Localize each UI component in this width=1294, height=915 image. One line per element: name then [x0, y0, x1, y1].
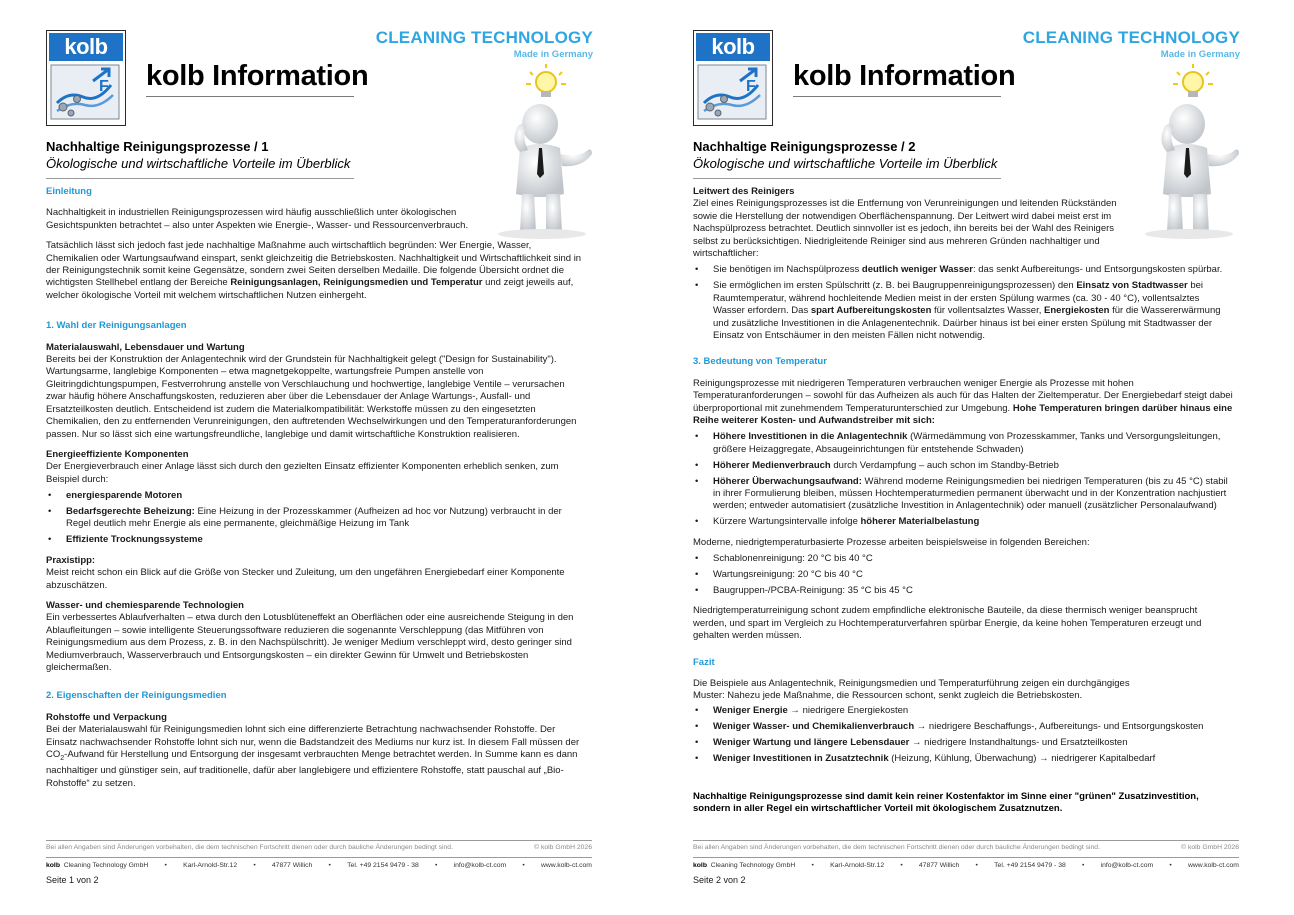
- lightbulb-icon: [526, 64, 566, 97]
- heading-einleitung: Einleitung: [46, 186, 92, 197]
- list-item-text: : das senkt Aufbereitungs- und Entsorgungskosten spürbar.: [972, 264, 1223, 276]
- logo-emblem-icon: [49, 63, 121, 121]
- subtitle-divider: [693, 178, 1001, 179]
- list-item: • Baugruppen-/PCBA-Reinigung: 35 °C bis 45 °C: [693, 585, 1233, 597]
- email-link[interactable]: info@kolb-ct.com: [1100, 862, 1154, 869]
- document-title: kolb Information: [793, 60, 1016, 92]
- bauteile-paragraph: Niedrigtemperaturreinigung schont zudem empfindliche elektronische Bauteile, da diese thermisch weniger beansprucht werden, und spart im Vergleich zu Hochtemperaturverfahren spürbar Energie, da keine hohen Temperaturen erzeugt und gehalten werden müssen.: [693, 605, 1202, 642]
- list-item-text: → niedrigere Instandhaltungs- und Ersatzteilkosten: [909, 736, 1128, 748]
- temperatur-paragraph: [693, 378, 1233, 428]
- list-item-bold: Höhere Investitionen in die Anlagentechnik: [713, 431, 908, 443]
- phone: Tel. +49 2154 9479 - 38: [347, 862, 419, 869]
- svg-text:F: F: [99, 78, 109, 95]
- leitwert-paragraph: Ziel eines Reinigungsprozesses ist die Entfernung von Verunreinigungen und leitenden Rückständen sowie die Herstellung der notwendigen Oberflächenspannung. Der Leitwert wird dabei meist erst im Nachspülprozess betrachtet. Deutlich sinnvoller ist es jedoch, ihn bereits bei der Wahl des Reinigers selbst zu berücksichtigen. Niedrigleitende Reiniger sind aus mehreren Gründen nachhaltiger und wirtschaftlicher:: [693, 198, 1117, 260]
- brand-block: [1023, 28, 1240, 60]
- company-rest: Cleaning Technology GmbH: [63, 862, 149, 869]
- document-page-2: [647, 0, 1294, 915]
- page-1-body: [46, 186, 584, 798]
- list-item: [46, 534, 584, 546]
- list-item-bold: Weniger Wartung und längere Lebensdauer: [713, 736, 910, 748]
- list-item-text: für vollentsalztes Wasser,: [931, 305, 1045, 317]
- web-link[interactable]: www.kolb-ct.com: [540, 862, 592, 869]
- subheading-rohstoffe: Rohstoffe und Verpackung: [46, 711, 167, 723]
- document-title: kolb Information: [146, 60, 369, 92]
- list-item-bold: Höherer Überwachungsaufwand:: [713, 475, 862, 487]
- footer-disclaimer: [46, 844, 592, 851]
- subheading-energie: Energieeffiziente Komponenten: [46, 448, 189, 460]
- rohstoffe-paragraph: [46, 724, 584, 790]
- section-title: Nachhaltige Reinigungsprozesse / 1: [46, 139, 269, 154]
- kolb-logo: [46, 30, 126, 126]
- brand-tagline: Made in Germany: [513, 49, 593, 60]
- company-name: [693, 862, 795, 869]
- list-item-text: Kürzere Wartungsintervalle infolge: [713, 516, 861, 528]
- subheading-material: Materialauswahl, Lebensdauer und Wartung: [46, 341, 245, 353]
- section-subtitle: Ökologische und wirtschaftliche Vorteile im Überblick: [693, 156, 998, 171]
- list-item-text: (Wärmedämmung von Prozesskammer, Tanks und Versorgungsleitungen, größere Heizaggregate, Absaugeinrichtungen für entstehende Schwaden): [713, 431, 1221, 455]
- list-item-text: → niedrigere Beschaffungs-, Aufbereitungs- und Entsorgungskosten: [914, 720, 1204, 732]
- footer-divider: [46, 840, 592, 841]
- city: 47877 Willich: [918, 862, 960, 869]
- company-name: [46, 862, 148, 869]
- list-item: [46, 490, 584, 502]
- company-rest: Cleaning Technology GmbH: [710, 862, 796, 869]
- niedrigtemp-paragraph: Moderne, niedrigtemperaturbasierte Prozesse arbeiten beispielsweise in folgenden Bereichen:: [693, 536, 1090, 548]
- list-item: [693, 516, 1233, 528]
- logo-text: kolb: [49, 33, 123, 61]
- subheading-leitwert: Leitwert des Reinigers: [693, 186, 795, 197]
- list-item-text: Sie benötigen im Nachspülprozess: [713, 264, 862, 276]
- brand-tagline: Made in Germany: [1160, 49, 1240, 60]
- title-divider: [793, 96, 1001, 97]
- list-item-text: → niedrigere Energiekosten: [787, 704, 909, 716]
- list-item: [693, 264, 1233, 276]
- list-item: [693, 753, 1233, 765]
- list-item-text: für die Wassererwärmung und zusätzliche Investitionen in die Anlagenentechnik. Daürber hinaus ist bei einer ersten Spülung mit Stadtwasser der Einsatz von Entschäumer in den meisten Fällen nicht notwendig.: [713, 305, 1221, 341]
- separator-dot: •: [975, 862, 978, 869]
- footer-divider: [46, 857, 592, 858]
- list-item-bold: Energiekosten: [1044, 305, 1110, 317]
- temperatur-bold: Hohe Temperaturen bringen darüber hinaus eine Reihe weiterer Kosten- und Aufwandstreiber mit sich:: [693, 402, 1233, 426]
- material-paragraph: Bereits bei der Konstruktion der Anlagentechnik wird der Grundstein für Nachhaltigkeit gelegt ("Design for Sustainability"). Wartungsarme, langlebige Komponenten – etwa magnetgekoppelte, wartungsfreie Pumpen anstelle von Gleitringdichtungspumpen, Festverrohrung anstelle von Verschlauchung und hochwertige, langlebige Ventile – verursachen zwar häufig höhere Anschaffungskosten, reduzieren aber über die Lebensdauer der Anlage Wartungs-, Ausfall- und Ersatzteilkosten deutlich. Entscheidend ist zudem die Materialkompatibilität: Werkstoffe müssen zu den eingesetzten Chemikalien, den zu entfernenden Verunreinigungen, den auftretenden Wechselwirkungen und den Temperaturanforderungen passen. Nur so lässt sich eine wartungsfreundliche, langlebige und damit wirtschaftliche Konstruktion realisieren.: [46, 354, 577, 440]
- company-bold: kolb: [46, 862, 60, 869]
- logo-emblem-icon: [696, 63, 768, 121]
- list-item-bold: Einsatz von Stadtwasser: [1076, 280, 1188, 292]
- section-subtitle: Ökologische und wirtschaftliche Vorteile im Überblick: [46, 156, 351, 171]
- separator-dot: •: [253, 862, 256, 869]
- list-item-text: Eine Heizung in der Prozesskammer (Aufheizen ad hoc vor Nutzung) verbraucht in der Regel deutlich mehr Energie als eine permanente, gleichmäßige Heizung im Tank: [66, 506, 562, 530]
- footer-divider: [693, 840, 1239, 841]
- fazit-paragraph: Die Beispiele aus Anlagentechnik, Reinigungsmedien und Temperaturführung zeigen ein durchgängiges Muster: Nahezu jede Maßnahme, die Ressourcen schont, senkt zugleich die Betriebskosten.: [693, 678, 1130, 702]
- separator-dot: •: [434, 862, 438, 869]
- list-item-bold: Bedarfsgerechte Beheizung:: [66, 506, 195, 518]
- subtitle-divider: [46, 178, 354, 179]
- list-item-bold: höherer Materialbelastung: [860, 516, 980, 528]
- energie-paragraph: Der Energieverbrauch einer Anlage lässt sich durch den gezielten Einsatz effizienter Komponenten erheblich senken, zum Beispiel durch:: [46, 461, 559, 485]
- web-link[interactable]: www.kolb-ct.com: [1187, 862, 1239, 869]
- heading-anlagen: 1. Wahl der Reinigungsanlagen: [46, 320, 187, 332]
- kolb-logo: [693, 30, 773, 126]
- list-item: [693, 737, 1233, 749]
- niedrigtemp-list: [693, 553, 1233, 597]
- list-item: [693, 476, 1233, 513]
- city: 47877 Willich: [271, 862, 313, 869]
- lightbulb-icon: [1173, 64, 1213, 97]
- subheading-praxistipp: Praxistipp:: [46, 554, 96, 566]
- list-item: • Schablonenreinigung: 20 °C bis 40 °C: [693, 553, 1233, 565]
- list-item-bold: spart Aufbereitungskosten: [810, 305, 932, 317]
- footer-address: [46, 862, 592, 869]
- list-item: [693, 280, 1233, 342]
- praxistipp-paragraph: Meist reicht schon ein Blick auf die Größe von Stecker und Zuleitung, um den ungefähren Energiebedarf einer Komponente abzuschätzen.: [46, 567, 565, 591]
- page-number: Seite 2 von 2: [693, 875, 746, 885]
- list-item-text: bei Raumtemperatur, während hochleitende Medien meist in der ersten Spülung warmes (ca. 30 - 40 °C), vollentsalztes Wasser erfordern. Das: [713, 280, 1204, 317]
- logo-text: kolb: [696, 33, 770, 61]
- copyright-text: © kolb GmbH 2026: [534, 844, 592, 851]
- rohstoffe-text: Bei der Materialauswahl für Reinigungsmedien lohnt sich eine differenzierte Betrachtung nachwachsender Rohstoffe. Der Einsatz nachwachsender Rohstoffe lohnt sich nur, wenn die Badstandzeit des Mediums nur kurz ist. In diesem Fall müssen der CO: [46, 724, 580, 761]
- heading-fazit: Fazit: [693, 656, 715, 668]
- list-item-text: durch Verdampfung – auch schon im Standby-Betrieb: [830, 459, 1059, 471]
- list-item-bold: deutlich weniger Wasser: [861, 264, 973, 276]
- temperatur-text: Reinigungsprozesse mit niedrigeren Temperaturen verbrauchen weniger Energie als Prozesse mit hohen Temperaturanforderungen – sowohl für das Aufheizen als auch für das Halten der Zieltemperatur. Der Energiebedarf steigt dabei überproportional mit zunehmendem Temperaturunterschied zur Umgebung.: [693, 377, 1233, 414]
- copyright-text: © kolb GmbH 2026: [1181, 844, 1239, 851]
- intro-paragraph-2: [46, 240, 584, 302]
- section-title: Nachhaltige Reinigungsprozesse / 2: [693, 139, 916, 154]
- leitwert-list: [693, 264, 1233, 342]
- list-item-bold: Weniger Investitionen in Zusatztechnik: [713, 752, 889, 764]
- separator-dot: •: [811, 862, 814, 869]
- co2-subscript: 2: [60, 754, 65, 762]
- footer-disclaimer: [693, 844, 1239, 851]
- brand-block: [376, 28, 593, 60]
- list-item: [693, 721, 1233, 733]
- list-item: [693, 431, 1233, 456]
- separator-dot: •: [522, 862, 525, 869]
- intro-paragraph-1: Nachhaltigkeit in industriellen Reinigungsprozessen wird häufig ausschließlich unter ökologischen Gesichtspunkten betrachtet – also unter Aspekten wie Energie-, Wasser- und Ressourcenverbrauch.: [46, 207, 469, 231]
- page-2-body: [693, 186, 1233, 824]
- separator-dot: •: [164, 862, 167, 869]
- rohstoffe-text-end: -Aufwand für Herstellung und Entsorgung der insgesamt verbrauchten Menge betrachtet werden. In Summe kann es dann nachhaltiger und günstiger sein, auf traditionelle, dafür aber langlebigere und effizientere Rohstoffe, statt pauschal auf „Bio-Rohstoffe“ zu setzen.: [46, 749, 578, 789]
- street: Karl-Arnold-Str.12: [183, 862, 238, 869]
- footer-address: [693, 862, 1239, 869]
- separator-dot: •: [900, 862, 903, 869]
- street: Karl-Arnold-Str.12: [830, 862, 885, 869]
- list-item-text: (Heizung, Kühlung, Überwachung) → niedrigerer Kapitalbedarf: [888, 752, 1156, 764]
- list-item: [46, 506, 584, 531]
- list-item-bold: Effiziente Trocknungssysteme: [66, 534, 203, 546]
- list-item-text: Während moderne Reinigungsmedien bei niedrigen Temperaturen (bis zu 45 °C) stabil in ihrer Formulierung bleiben, müssen Hochtemperaturmedien permanent überwacht und in der Konzentration nachjustiert werden; entweder automatisiert (zusätzliche Investition in Anlagentechnik) oder manuell (zusätzlicher Personalaufwand): [713, 475, 1228, 512]
- list-item-bold: energiesparende Motoren: [66, 490, 183, 502]
- brand-name: CLEANING TECHNOLOGY: [1022, 28, 1240, 47]
- list-item: [693, 705, 1233, 717]
- intro-text: Tatsächlich lässt sich jedoch fast jede nachhaltige Maßnahme auch wirtschaftlich begründen: Wer Energie, Wasser, Chemikalien oder Wartungsaufwand einspart, senkt gleichzeitig die Betriebskosten. Nachhaltigkeit und Wirtschaftlichkeit sind in der Reinigungstechnik somit keine Gegensätze, sondern zwei Seiten derselben Medaille. Die folgende Übersicht ordnet die wichtigsten Stellhebel entlang der Bereiche: [46, 240, 582, 289]
- wasser-paragraph: Ein verbessertes Ablaufverhalten – etwa durch den Lotusblüteneffekt an Oberflächen oder eine ausreichende Steigung in den Ablaufleitungen – sowie intelligente Steuerungssoftware reduzieren die sogenannte Verschleppung (das Mitführen von Reinigungsmedium aus dem Prozess, z. B. in den Nachspülschritt). Je weniger Medium verschleppt wird, desto geringer sind Mediumverbrauch, Wasserverbrauch und Entsorgungskosten – ein direkter Gewinn für Umwelt und Betriebskosten gleichermaßen.: [46, 612, 574, 673]
- intro-text-end: und zeigt jeweils auf, welcher ökologische Vorteil mit welchem wirtschaftlichen Nutzen einhergeht.: [46, 277, 574, 301]
- conclusion-statement: Nachhaltige Reinigungsprozesse sind damit kein reiner Kostenfaktor im Sinne einer "grünen" Zusatzinvestition, sondern in aller Regel ein wirtschaftlicher Vorteil mit ökologischem Zusatznutzen.: [693, 790, 1199, 815]
- title-divider: [146, 96, 354, 97]
- subheading-wasser: Wasser- und chemiesparende Technologien: [46, 599, 244, 611]
- list-item: [693, 460, 1233, 472]
- separator-dot: •: [1169, 862, 1172, 869]
- list-item: • Wartungsreinigung: 20 °C bis 40 °C: [693, 569, 1233, 581]
- page-number: Seite 1 von 2: [46, 875, 99, 885]
- disclaimer-text: Bei allen Angaben sind Änderungen vorbehalten, die dem technischen Fortschritt dienen oder durch bauliche Änderungen bedingt sind.: [46, 844, 453, 851]
- temperatur-list: [693, 431, 1233, 528]
- list-item-bold: Höherer Medienverbrauch: [713, 459, 831, 471]
- separator-dot: •: [1081, 862, 1085, 869]
- intro-bold: Reinigungsanlagen, Reinigungsmedien und Temperatur: [230, 277, 483, 289]
- list-item-bold: Weniger Energie: [713, 704, 788, 716]
- energie-list: [46, 490, 584, 547]
- company-bold: kolb: [693, 862, 707, 869]
- phone: Tel. +49 2154 9479 - 38: [994, 862, 1066, 869]
- email-link[interactable]: info@kolb-ct.com: [453, 862, 507, 869]
- fazit-list: [693, 705, 1233, 765]
- brand-name: CLEANING TECHNOLOGY: [375, 28, 593, 47]
- svg-text:F: F: [746, 78, 756, 95]
- list-item-bold: Weniger Wasser- und Chemikalienverbrauch: [713, 720, 915, 732]
- separator-dot: •: [328, 862, 331, 869]
- heading-temperatur: 3. Bedeutung von Temperatur: [693, 356, 827, 368]
- heading-medien: 2. Eigenschaften der Reinigungsmedien: [46, 690, 227, 702]
- footer-divider: [693, 857, 1239, 858]
- list-item-text: Sie ermöglichen im ersten Spülschritt (z. B. bei Baugruppenreinigungsprozessen) den: [713, 280, 1077, 292]
- disclaimer-text: Bei allen Angaben sind Änderungen vorbehalten, die dem technischen Fortschritt dienen oder durch bauliche Änderungen bedingt sind.: [693, 844, 1100, 851]
